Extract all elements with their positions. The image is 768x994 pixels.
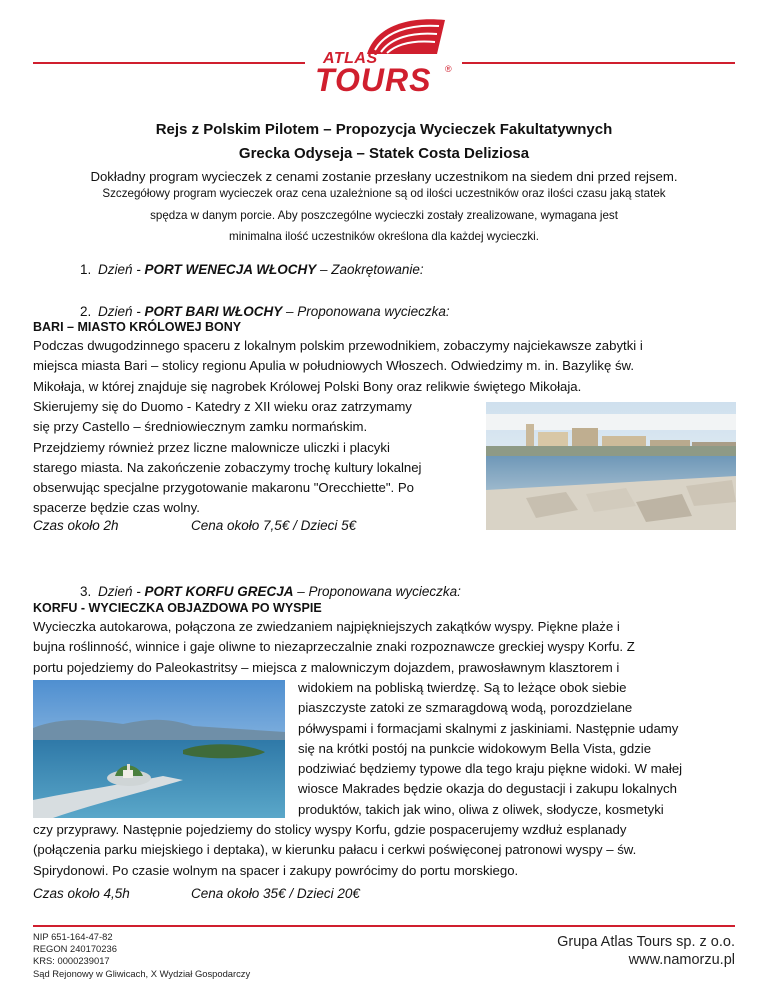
footer-rule [33, 925, 735, 927]
bari-time-price [33, 518, 357, 533]
day-prefix: Dzień - [98, 262, 145, 277]
text-line: produktów, takich jak wino, oliwa z oliwek, słodycze, kosmetyki [298, 801, 664, 817]
text-line: widokiem na pobliską twierdzę. Są to leżące obok siebie [298, 680, 627, 695]
tour-price: Cena około 35€ / Dzieci 20€ [191, 886, 360, 901]
text-line: półwyspami i formacjami skalnymi z jaskiniami. Następnie udamy [298, 720, 679, 736]
header-rule-right [462, 62, 735, 64]
company-registration [33, 931, 250, 980]
court-line: Sąd Rejonowy w Gliwicach, X Wydział Gospodarczy [33, 967, 251, 979]
text-line: Wycieczka autokarowa, połączona ze zwiedzaniem najpiękniejszych zakątków wyspy. Piękne plaże i [33, 619, 620, 634]
atlas-tours-logo [305, 10, 465, 98]
text-line: Skierujemy się do Duomo - Katedry z XII wieku oraz zatrzymamy [33, 399, 412, 414]
logo-atlas-text: ATLAS [323, 50, 378, 67]
document-title: Rejs z Polskim Pilotem – Propozycja Wycieczek Fakultatywnych [155, 121, 613, 138]
text-line: Spirydonowi. Po czasie wolnym na spacer i zakupy powrócimy do portu morskiego. [33, 862, 519, 878]
day-3-heading [80, 584, 461, 599]
text-line: wiosce Makrades będzie okazja do degustacji i zakupu lokalnych [298, 781, 677, 797]
text-line: piaszczyste zatoki ze szmaragdową wodą, porozdzielane [298, 700, 633, 716]
tour-duration: Czas około 4,5h [33, 886, 130, 901]
lead-text: Dokładny program wycieczek z cenami zostanie przesłany uczestnikom na siedem dni przed rejsem. [90, 169, 678, 184]
day-suffix: – Proponowana wycieczka: [282, 304, 450, 319]
registered-mark: ® [445, 64, 452, 74]
krs-line: KRS: 0000239017 [33, 955, 110, 967]
day-number: 3. [80, 584, 92, 599]
bari-description [33, 336, 735, 397]
day-suffix: – Proponowana wycieczka: [293, 584, 461, 599]
bari-section-title: BARI – MIASTO KRÓLOWEJ BONY [33, 320, 242, 334]
korfu-section-title: KORFU - WYCIECZKA OBJAZDOWA PO WYSPIE [33, 601, 322, 615]
cruise-title: Grecka Odyseja – Statek Costa Deliziosa [238, 145, 530, 162]
korfu-photo-illustration [33, 680, 285, 818]
header-rule-left [33, 62, 305, 64]
text-line: portu pojedziemy do Paleokastritsy – miejsca z malowniczym dojazdem, prawosławnym klasztorem i [33, 659, 620, 675]
company-contact [557, 933, 735, 969]
bari-harbour-photo [486, 402, 736, 530]
korfu-time-price [33, 886, 360, 901]
day-prefix: Dzień - [98, 584, 145, 599]
text-line: podziwiać będziemy typowe dla tego kraju piękne widoki. W małej [298, 761, 683, 777]
day-1-heading [80, 262, 424, 277]
korfu-description-end [33, 820, 735, 881]
logo-tours-text: TOURS [315, 62, 432, 98]
text-line: się przy Castello – średniowiecznym zamku normańskim. [33, 419, 368, 435]
text-line: się na krótki postój na punkcie widokowym Bella Vista, gdzie [298, 740, 652, 756]
korfu-island-photo [33, 680, 285, 818]
intro-line: spędza w danym porcie. Aby poszczególne wycieczki zostały zrealizowane, wymagana jest [150, 208, 618, 222]
day-port: PORT KORFU GRECJA [144, 584, 294, 599]
bari-photo-illustration [486, 402, 736, 530]
text-line: Przejdziemy również przez liczne malownicze uliczki i placyki [33, 439, 390, 455]
bari-description-wrap [33, 397, 475, 519]
text-line: (połączenia parku miejskiego i deptaka), w kierunku pałacu i cerkwi poświęconej patronowi wyspy – św. [33, 842, 637, 858]
tour-duration: Czas około 2h [33, 518, 119, 533]
intro-line: minimalna ilość uczestników określona dla każdej wycieczki. [229, 230, 539, 243]
day-2-heading [80, 304, 450, 319]
day-port: PORT WENECJA WŁOCHY [144, 262, 317, 277]
company-name: Grupa Atlas Tours sp. z o.o. [557, 934, 735, 950]
website-link[interactable]: www.namorzu.pl [628, 952, 735, 968]
text-line: czy przyprawy. Następnie pojedziemy do stolicy wyspy Korfu, gdzie pospacerujemy wzdłuż esplanady [33, 822, 627, 837]
korfu-description-wrap [298, 678, 735, 820]
text-line: Mikołaja, w której znajduje się nagrobek Królowej Polski Bony oraz relikwie świętego Mikołaja. [33, 378, 582, 394]
text-line: spacerze będzie czas wolny. [33, 500, 200, 516]
text-line: starego miasta. Na zakończenie zobaczymy trochę kultury lokalnej [33, 459, 422, 475]
day-port: PORT BARI WŁOCHY [144, 304, 283, 319]
day-suffix: – Zaokrętowanie: [316, 262, 424, 277]
korfu-description [33, 617, 735, 678]
regon-line: REGON 240170236 [33, 943, 117, 955]
day-number: 1. [80, 262, 92, 277]
intro-text [60, 183, 708, 248]
day-number: 2. [80, 304, 92, 319]
intro-line: Szczegółowy program wycieczek oraz cena uzależnione są od ilości uczestników oraz ilości czasu jaką statek [102, 187, 666, 200]
tour-price: Cena około 7,5€ / Dzieci 5€ [191, 518, 357, 533]
text-line: obserwując specjalne przygotowanie makaronu "Orecchiette". Po [33, 480, 415, 496]
nip-line: NIP 651-164-47-82 [33, 931, 113, 942]
text-line: miejsca miasta Bari – stolicy regionu Apulia w południowych Włoszech. Odwiedzimy m. in. Bazylikę św. [33, 358, 634, 374]
text-line: bujna roślinność, winnice i gaje oliwne to niezaprzeczalnie znaki rozpoznawcze greckiej wyspy Korfu. Z [33, 639, 635, 655]
day-prefix: Dzień - [98, 304, 145, 319]
text-line: Podczas dwugodzinnego spaceru z lokalnym polskim przewodnikiem, zobaczymy najciekawsze zabytki i [33, 338, 643, 353]
